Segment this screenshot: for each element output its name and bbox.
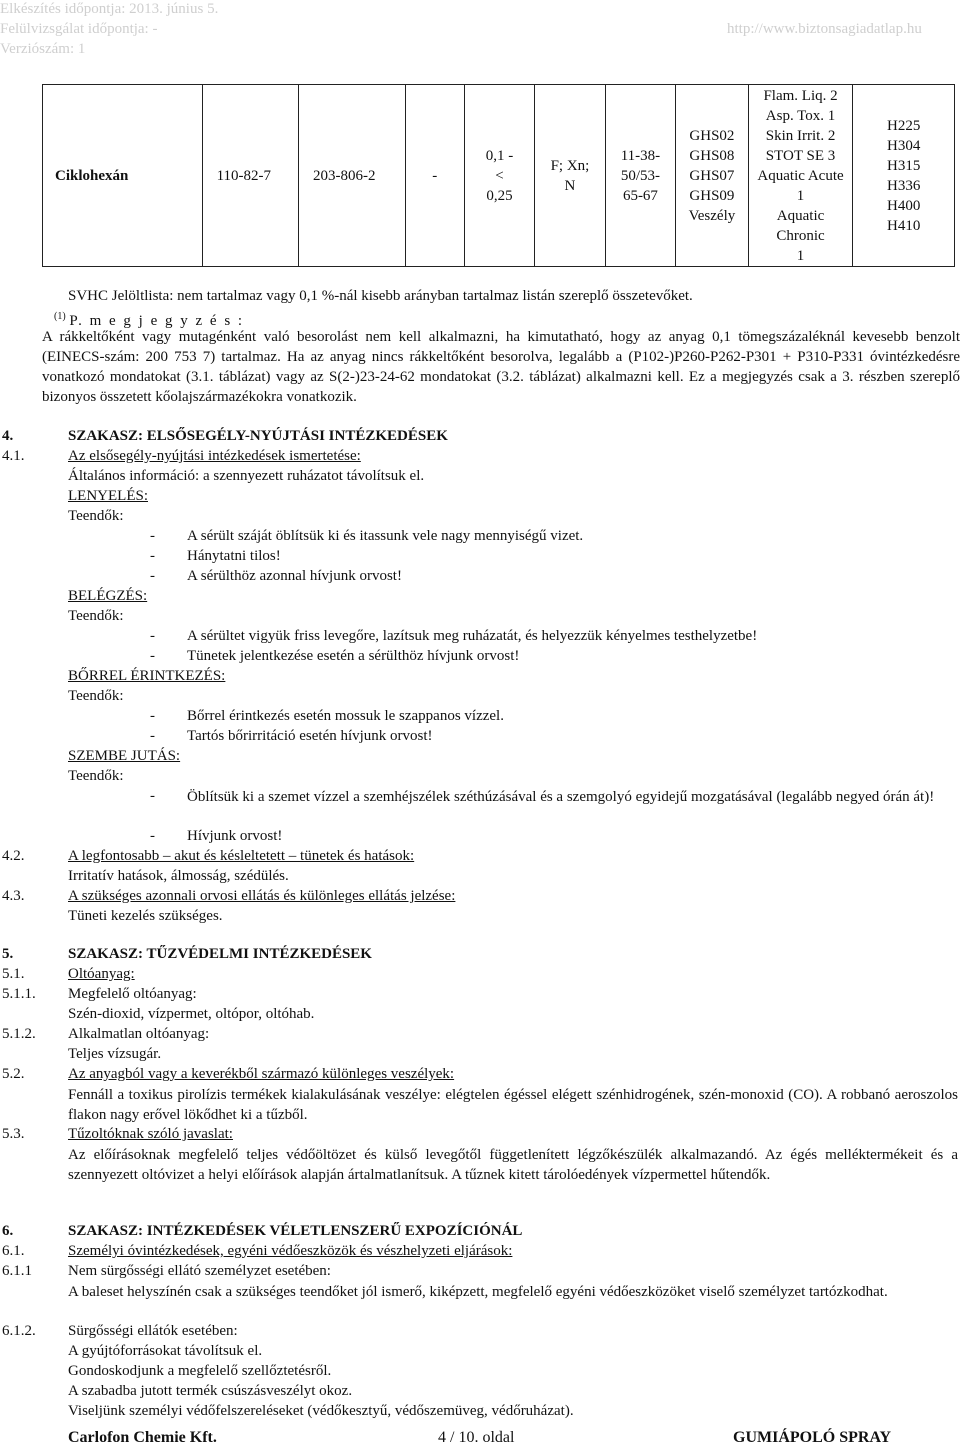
section-4-1-number: 4.1. (2, 448, 25, 464)
section-5-1-1-number: 5.1.1. (2, 986, 36, 1002)
section-6-1-2-line: A gyújtóforrásokat távolítsuk el. (68, 1343, 263, 1359)
index-number: - (405, 85, 464, 267)
list-item: Öblítsük ki a szemet vízzel a szemhéjszélek széthúzásával és a szemgolyó egyidejű mozgatásával (legalább negyed órán át)! (187, 789, 935, 805)
section-6-number: 6. (2, 1223, 14, 1239)
section-5-1-2-number: 5.1.2. (2, 1026, 36, 1042)
clp-classification-cell: Flam. Liq. 2 Asp. Tox. 1 Skin Irrit. 2 STOT SE 3 Aquatic Acute 1 Aquatic Chronic 1 (748, 85, 853, 267)
section-6-1-2-line: A szabadba jutott termék csúszásveszélyt okoz. (68, 1383, 353, 1399)
section-4-number: 4. (2, 428, 14, 444)
list-bullet: - (150, 828, 155, 844)
section-5-1-title: Oltóanyag: (68, 966, 135, 982)
list-bullet: - (150, 628, 155, 644)
h-phrases-cell: H225 H304 H315 H336 H400 H410 (853, 85, 955, 267)
prepared-date: Elkészítés időpontja: 2013. június 5. (0, 1, 219, 17)
section-4-3-number: 4.3. (2, 888, 25, 904)
list-bullet: - (150, 528, 155, 544)
section-5-3-title: Tűzoltóknak szóló javaslat: (68, 1126, 233, 1142)
list-bullet: - (150, 788, 155, 804)
section-4-title: SZAKASZ: ELSŐSEGÉLY-NYÚJTÁSI INTÉZKEDÉSEK (68, 428, 448, 444)
list-item: A sérült száját öblítsük ki és itassunk vele nagy mennyiségű vizet. (187, 528, 584, 544)
eye-heading: SZEMBE JUTÁS: (68, 748, 181, 764)
section-4-2-number: 4.2. (2, 848, 25, 864)
section-5-title: SZAKASZ: TŰZVÉDELMI INTÉZKEDÉSEK (68, 946, 372, 962)
section-6-1-number: 6.1. (2, 1243, 25, 1259)
todo-label: Teendők: (68, 508, 124, 524)
footer-company: Carlofon Chemie Kft. (68, 1429, 217, 1446)
note-label: P. m e g j e g y z é s : (69, 313, 245, 329)
list-item: A sérültet vigyük friss levegőre, lazítsuk meg ruházatát, és helyezzük kényelmes testhelyzetbe! (187, 628, 758, 644)
section-5-1-number: 5.1. (2, 966, 25, 982)
svhc-note: SVHC Jelöltlista: nem tartalmaz vagy 0,1 %-nál kisebb arányban tartalmaz listán szereplő összetevőket. (68, 288, 693, 304)
section-5-2-title: Az anyagból vagy a keverékből származó különleges veszélyek: (68, 1066, 455, 1082)
section-5-number: 5. (2, 946, 14, 962)
section-6-1-2-title: Sürgősségi ellátók esetében: (68, 1323, 238, 1339)
section-4-3-text: Tüneti kezelés szükséges. (68, 908, 223, 924)
section-6-1-1-title: Nem sürgősségi ellátó személyzet esetében: (68, 1263, 331, 1279)
todo-label: Teendők: (68, 608, 124, 624)
list-item: A sérülthöz azonnal hívjunk orvost! (187, 568, 402, 584)
section-4-2-title: A legfontosabb – akut és késleltetett – tünetek és hatások: (68, 848, 415, 864)
composition-table (42, 84, 955, 267)
version-number: Verziószám: 1 (0, 41, 86, 57)
swallow-heading: LENYELÉS: (68, 488, 148, 504)
section-6-1-2-line: Gondoskodjunk a megfelelő szellőztetésről. (68, 1363, 332, 1379)
skin-heading: BŐRREL ÉRINTKEZÉS: (68, 668, 226, 684)
list-item: Bőrrel érintkezés esetén mossuk le szappanos vízzel. (187, 708, 504, 724)
section-5-1-2-title: Alkalmatlan oltóanyag: (68, 1026, 210, 1042)
section-6-1-2-number: 6.1.2. (2, 1323, 36, 1339)
source-url-link[interactable]: http://www.biztonsagiadatlap.hu (727, 21, 922, 37)
concentration-cell: 0,1 - < 0,25 (464, 85, 534, 267)
list-bullet: - (150, 548, 155, 564)
section-5-3-number: 5.3. (2, 1126, 25, 1142)
note-body: A rákkeltőként vagy mutagénként való besorolást nem kell alkalmazni, ha kimutatható, hogy az anyag 0,1 tömegszázaléknál kevesebb benzolt (EINECS-szám: 200 753 7) tartalmaz. Ha az anyag nincs rákkeltőként besorolva, legalább a (P102-)P260-P262-P301 + P310-P331 óvintézkedésre vonatkozó mondatokat (3.1. táblázat) vagy az S(2-)23-24-62 mondatokat (3.2. táblázat) alkalmazni kell. Ez a megjegyzés csak a 3. részben szereplő bizonyos összetett kőolajszármazékokra vonatkozik. (42, 329, 960, 405)
list-item: Hívjunk orvost! (187, 828, 283, 844)
section-5-1-1-text: Szén-dioxid, vízpermet, oltópor, oltóhab. (68, 1006, 315, 1022)
section-6-title: SZAKASZ: INTÉZKEDÉSEK VÉLETLENSZERŰ EXPOZÍCIÓNÁL (68, 1223, 523, 1239)
ec-number: 203-806-2 (298, 85, 405, 267)
section-6-1-title: Személyi óvintézkedések, egyéni védőeszközök és vészhelyzeti eljárások: (68, 1243, 513, 1259)
section-5-3-text: Az előírásoknak megfelelő teljes védőöltözet és külső levegőtől függetlenített légzőkészülék alkalmazandó. Az égés melléktermékeit és a szennyezett oltóvizet a helyi előírások alapján ártalmatlanítsuk. A tűznek kitett tárolóedények vízpermettel hűtendők. (68, 1147, 958, 1183)
section-5-1-2-text: Teljes vízsugár. (68, 1046, 162, 1062)
section-6-1-1-number: 6.1.1 (2, 1263, 32, 1279)
todo-label: Teendők: (68, 688, 124, 704)
list-bullet: - (150, 708, 155, 724)
todo-label: Teendők: (68, 768, 124, 784)
section-6-1-2-line: Viseljünk személyi védőfelszereléseket (védőkesztyű, védőszemüveg, védőruházat). (68, 1403, 574, 1419)
footer-page-number: 4 / 10. oldal (438, 1429, 515, 1446)
section-5-1-1-title: Megfelelő oltóanyag: (68, 986, 197, 1002)
inhale-heading: BELÉGZÉS: (68, 588, 148, 604)
r-phrases-cell: 11-38- 50/53- 65-67 (605, 85, 675, 267)
footer-product-name: GUMIÁPOLÓ SPRAY (733, 1429, 892, 1446)
table-row (43, 85, 955, 267)
list-bullet: - (150, 568, 155, 584)
list-item: Tartós bőrirritáció esetén hívjunk orvost! (187, 728, 433, 744)
cas-number: 110-82-7 (202, 85, 298, 267)
note-superscript: (1) (54, 311, 66, 322)
section-5-2-number: 5.2. (2, 1066, 25, 1082)
pictograms-cell: GHS02 GHS08 GHS07 GHS09 Veszély (676, 85, 749, 267)
section-4-1-title: Az elsősegély-nyújtási intézkedések ismertetése: (68, 448, 361, 464)
list-bullet: - (150, 728, 155, 744)
list-item: Hánytatni tilos! (187, 548, 281, 564)
section-4-3-title: A szükséges azonnali orvosi ellátás és különleges ellátás jelzése: (68, 888, 456, 904)
section-6-1-1-text: A baleset helyszínén csak a szükséges teendőket jól ismerő, kiképzett, megfelelő egyéni védőeszközöket viselő személyzet tartózkodhat. (68, 1284, 888, 1300)
substance-name: Ciklohexán (43, 85, 203, 267)
section-4-2-text: Irritatív hatások, álmosság, szédülés. (68, 868, 289, 884)
section-5-2-text: Fennáll a toxikus pirolízis termékek kialakulásának veszélye: elégtelen égéssel elégett szénhidrogének, szén-monoxid (CO). A robbanó aeroszolos flakon nagy erővel lökődhet ki a tűzből. (68, 1087, 958, 1123)
list-item: Tünetek jelentkezése esetén a sérülthöz hívjunk orvost! (187, 648, 520, 664)
list-bullet: - (150, 648, 155, 664)
dsd-classification-cell: F; Xn; N (535, 85, 605, 267)
general-info: Általános információ: a szennyezett ruházatot távolítsuk el. (68, 468, 425, 484)
review-date: Felülvizsgálat időpontja: - (0, 21, 158, 37)
